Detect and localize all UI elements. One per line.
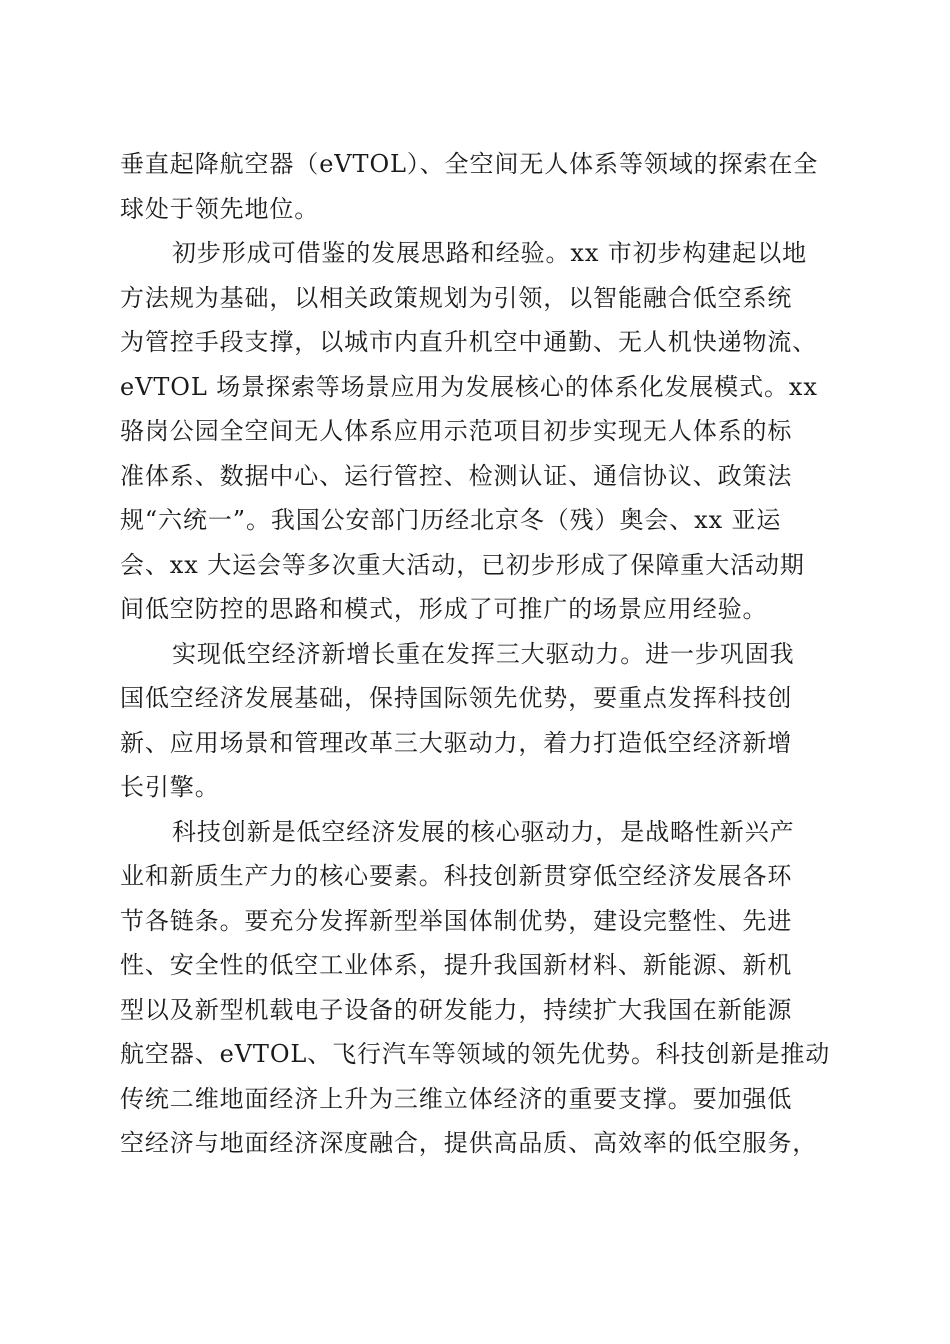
body-text: [120, 142, 832, 1166]
text-line: 新、应用场景和管理改革三大驱动力，着力打造低空经济新增: [120, 728, 793, 757]
paragraph-1-continued: [120, 142, 832, 231]
paragraph-4: [120, 810, 832, 1166]
text-line: 科技创新是低空经济发展的核心驱动力，是战略性新兴产: [172, 817, 795, 846]
text-line: 规“六统一”。我国公安部门历经北京冬（残）奥会、xx 亚运: [120, 506, 782, 534]
text-line: 初步形成可借鉴的发展思路和经验。xx 市初步构建起以地: [172, 239, 807, 267]
text-line: 国低空经济发展基础，保持国际领先优势，要重点发挥科技创: [120, 684, 793, 712]
text-line: 准体系、数据中心、运行管控、检测认证、通信协议、政策法: [120, 461, 793, 490]
text-line: 为管控手段支撑，以城市内直升机空中通勤、无人机快递物流、: [120, 328, 818, 356]
text-line: 间低空防控的思路和模式，形成了可推广的场景应用经验。: [120, 595, 768, 623]
text-line: 垂直起降航空器（eVTOL）、全空间无人体系等领域的探索在全: [120, 150, 819, 178]
text-line: 长引擎。: [120, 773, 220, 801]
text-line: 业和新质生产力的核心要素。科技创新贯穿低空经济发展各环: [120, 862, 793, 890]
text-line: 型以及新型机载电子设备的研发能力，持续扩大我国在新能源: [120, 995, 793, 1024]
text-line: 性、安全性的低空工业体系，提升我国新材料、新能源、新机: [120, 951, 793, 979]
text-line: 球处于领先地位。: [120, 194, 320, 223]
paragraph-2: [120, 231, 832, 632]
text-line: 骆岗公园全空间无人体系应用示范项目初步实现无人体系的标: [120, 417, 793, 445]
text-line: 航空器、eVTOL、飞行汽车等领域的领先优势。科技创新是推动: [120, 1040, 831, 1068]
text-line: 会、xx 大运会等多次重大活动，已初步形成了保障重大活动期: [120, 550, 805, 579]
text-line: 方法规为基础，以相关政策规划为引领，以智能融合低空系统: [120, 283, 793, 312]
paragraph-3: [120, 632, 832, 810]
text-line: 实现低空经济新增长重在发挥三大驱动力。进一步巩固我: [172, 639, 795, 668]
text-line: 传统二维地面经济上升为三维立体经济的重要支撑。要加强低: [120, 1084, 793, 1113]
text-line: eVTOL 场景探索等场景应用为发展核心的体系化发展模式。xx: [120, 372, 818, 401]
text-line: 节各链条。要充分发挥新型举国体制优势，建设完整性、先进: [120, 906, 793, 935]
text-line: 空经济与地面经济深度融合，提供高品质、高效率的低空服务，: [120, 1129, 818, 1157]
